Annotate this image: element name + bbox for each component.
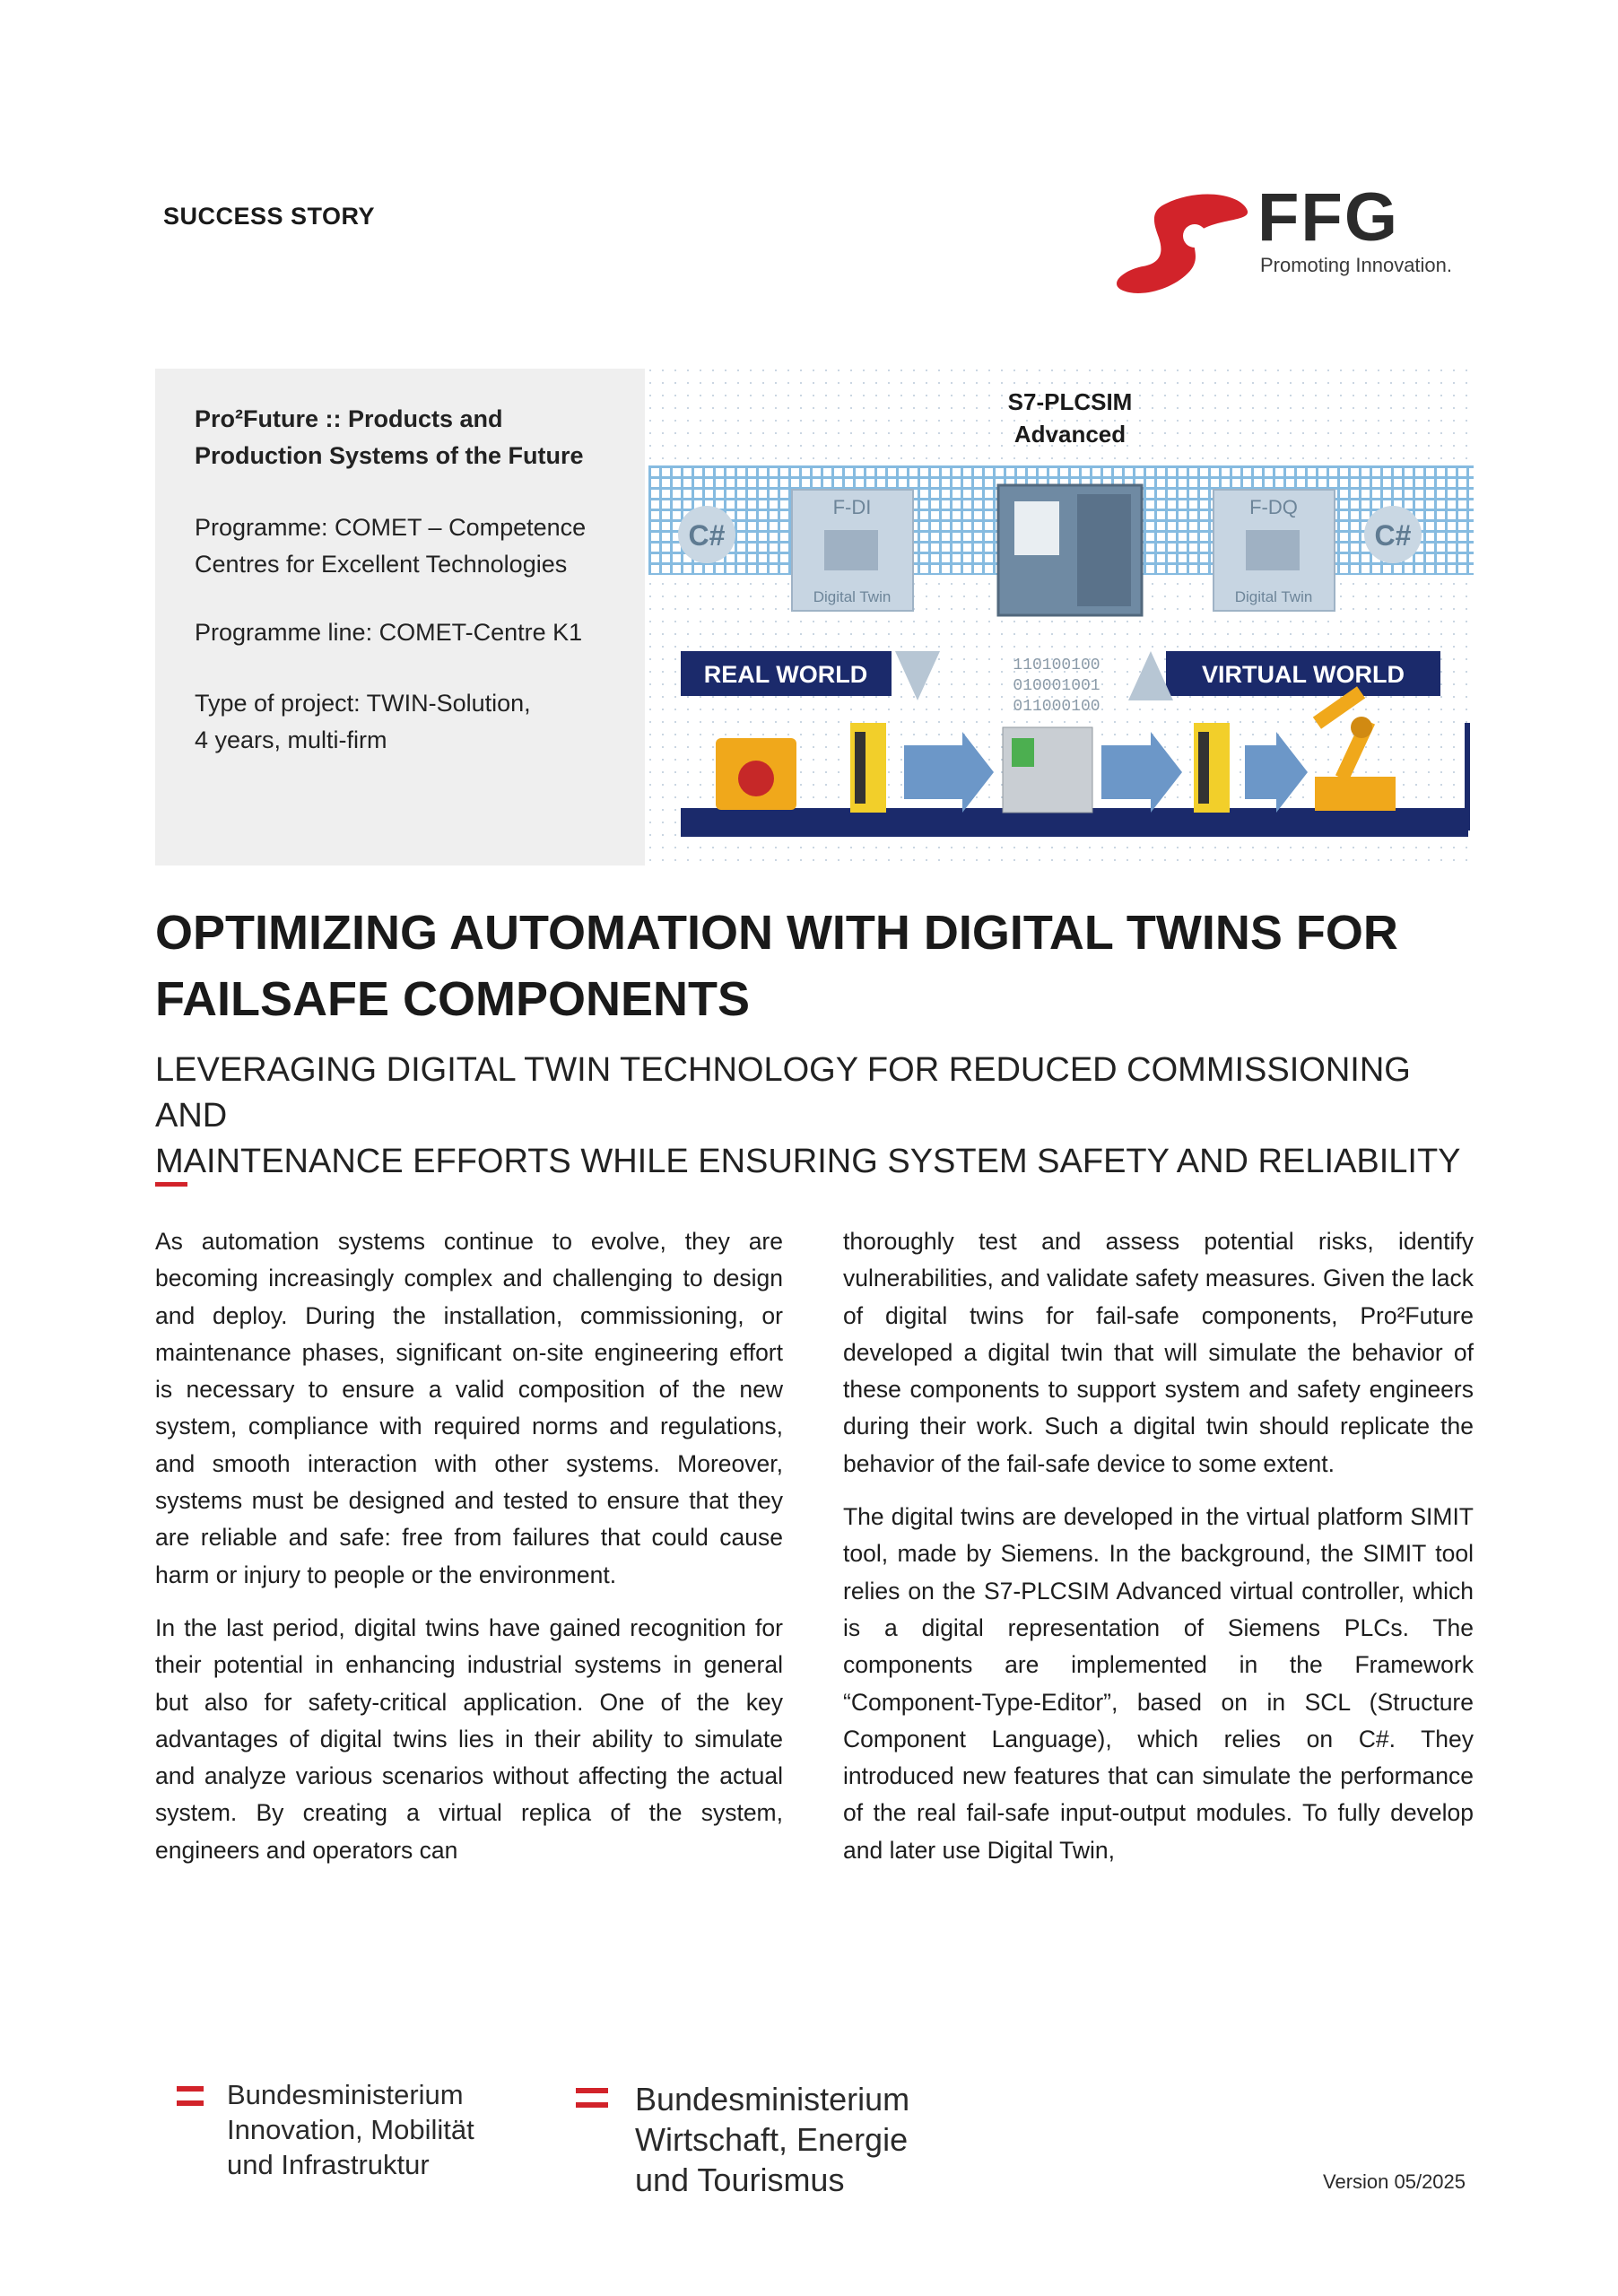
plc-controller-twin bbox=[998, 485, 1142, 615]
paragraph: thoroughly test and assess potential risks, identify vulnerabilities, and validate safety measures. Given the lack of digital twins for fail-safe components, Pro²Future developed a digital twin that will simulate the behavior of these components to support system and safety engineers during their work. Such a digital twin should replicate the behavior of the fail-safe device to some extent. bbox=[843, 1228, 1474, 1477]
svg-text:C#: C# bbox=[1374, 519, 1412, 552]
project-title: Pro²Future :: Products and Production Systems of the Future bbox=[195, 405, 584, 469]
ministry-logo-innovation: Bundesministerium Innovation, Mobilität und Infrastruktur bbox=[227, 2079, 474, 2180]
fdi-module bbox=[792, 490, 913, 611]
version-label: Version 05/2025 bbox=[1323, 2170, 1466, 2193]
document-type-label: SUCCESS STORY bbox=[163, 203, 376, 230]
digital-twin-figure bbox=[648, 369, 1474, 865]
accent-rule bbox=[155, 1182, 187, 1187]
plc-label-line1: S7-PLCSIM bbox=[1007, 388, 1133, 415]
body-column-right bbox=[843, 1223, 1474, 1885]
safety-module-real bbox=[850, 723, 886, 813]
ffg-wordmark: FFG bbox=[1257, 179, 1399, 256]
safety-module-virtual bbox=[1194, 723, 1230, 813]
svg-text:F-DQ: F-DQ bbox=[1249, 496, 1298, 518]
ffg-tagline: Promoting Innovation. bbox=[1260, 254, 1453, 276]
svg-text:C#: C# bbox=[688, 519, 726, 552]
csharp-icon-left bbox=[678, 506, 735, 563]
paragraph: In the last period, digital twins have gained recognition for their potential in enhancing industrial systems in general but also for safety-critical application. One of the key advantages of digital twins lies in their ability to simulate and analyze various scenarios without affecting the actual system. By creating a virtual replica of the system, engineers and operators can bbox=[155, 1613, 783, 1864]
svg-text:Digital Twin: Digital Twin bbox=[813, 588, 892, 605]
plc-controller-real bbox=[1003, 727, 1092, 813]
virtual-world-label: VIRTUAL WORLD bbox=[1202, 661, 1405, 688]
emergency-stop-button-device bbox=[716, 738, 796, 810]
fdq-module bbox=[1214, 490, 1335, 611]
ffg-swirl-icon bbox=[1112, 184, 1256, 309]
paragraph: As automation systems continue to evolve, they are becoming increasingly complex and challenging to design and deploy. During the installation, commissioning, or maintenance phases, significant on-site engineering effort is necessary to ensure a valid composition of the new system, compliance with required norms and regulations, and smooth interaction with other systems. Moreover, systems must be designed and tested to ensure that they are reliable and safe: free from failures that could cause harm or injury to people or the environment. bbox=[155, 1228, 783, 1588]
subtitle: LEVERAGING DIGITAL TWIN TECHNOLOGY FOR REDUCED COMMISSIONING AND MAINTENANCE EFFORTS WHILE ENSURING SYSTEM SAFETY AND RELIABILITY bbox=[155, 1051, 1461, 1180]
project-type-info: Type of project: TWIN-Solution, 4 years, multi-firm bbox=[195, 690, 531, 753]
real-world-label: REAL WORLD bbox=[703, 661, 868, 688]
csharp-icon-right bbox=[1364, 506, 1422, 563]
svg-text:F-DI: F-DI bbox=[832, 496, 872, 518]
binary-line-2: 010001001 bbox=[1013, 677, 1100, 695]
austria-flag-icon bbox=[576, 2088, 608, 2108]
binary-line-3: 011000100 bbox=[1013, 698, 1100, 716]
svg-text:Digital Twin: Digital Twin bbox=[1234, 588, 1313, 605]
programme-info: Programme: COMET – Competence Centres for Excellent Technologies bbox=[195, 514, 587, 578]
paragraph: The digital twins are developed in the virtual platform SIMIT tool, made by Siemens. In the background, the SIMIT tool relies on the S7-PLCSIM Advanced virtual controller, which is a digital representation of Siemens PLCs. The components are implemented in the Framework “Component-Type-Editor”, based on in SCL (Structure Component Language), which relies on C#. They introduced new features that can simulate the performance of the real fail-safe input-output modules. To fully develop and later use Digital Twin, bbox=[843, 1503, 1474, 1864]
plc-label-line2: Advanced bbox=[1013, 421, 1127, 448]
body-column-left bbox=[155, 1223, 783, 1885]
project-info-box bbox=[155, 369, 645, 865]
ministry-logo-economy: Bundesministerium Wirtschaft, Energie und Tourismus bbox=[635, 2081, 910, 2198]
austria-flag-icon bbox=[177, 2086, 204, 2106]
main-title: OPTIMIZING AUTOMATION WITH DIGITAL TWINS FOR FAILSAFE COMPONENTS bbox=[155, 906, 1398, 1026]
binary-line-1: 110100100 bbox=[1013, 657, 1100, 674]
figure-edge-marker bbox=[1465, 723, 1470, 831]
ffg-logo bbox=[1112, 179, 1471, 309]
programme-line-info: Programme line: COMET-Centre K1 bbox=[195, 619, 583, 646]
